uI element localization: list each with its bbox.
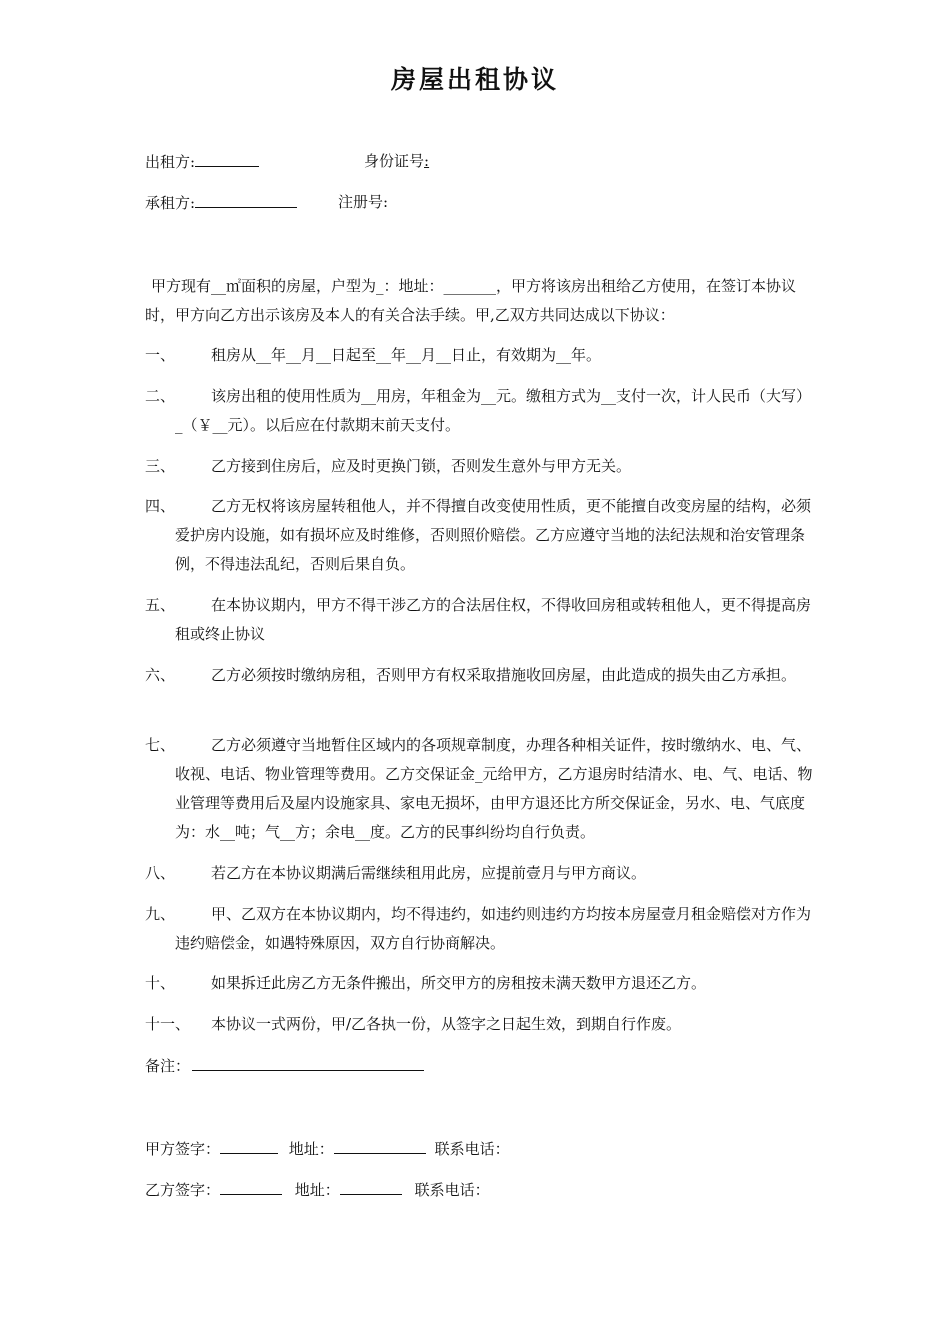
lessee-label: 承租方: [145, 194, 196, 212]
clause-6 [145, 661, 813, 690]
party-b-signature-blank [220, 1179, 282, 1195]
party-b-address-blank [340, 1179, 402, 1195]
clause-7 [145, 731, 813, 847]
clause-5 [145, 591, 813, 649]
clause-text: 乙方无权将该房屋转租他人，并不得擅自改变使用性质，更不能擅自改变房屋的结构，必须爱护房内设施，如有损坏应及时维修，否则照价赔偿。乙方应遵守当地的法纪法规和治安管理条例，不得违法乱纪，否则后果自负。 [175, 497, 812, 573]
lessor-id-colon: : [424, 152, 430, 170]
lessor-name-blank [195, 151, 259, 167]
lessee-reg-row [338, 192, 388, 212]
clause-number: 十一、 [145, 1015, 191, 1033]
party-a-phone-label: 联系电话： [434, 1140, 510, 1158]
clause-text: 乙方必须遵守当地暂住区域内的各项规章制度，办理各种相关证件，按时缴纳水、电、气、收视、电话、物业管理等费用。乙方交保证金_元给甲方，乙方退房时结清水、电、气、电话、物业管理等费用后及屋内设施家具、家电无损坏，由甲方退还比方所交保证金，另水、电、气底度为：水__吨；气__方；余电__度。乙方的民事纠纷均自行负责。 [175, 736, 813, 841]
clause-text: 乙方必须按时缴纳房租，否则甲方有权采取措施收回房屋，由此造成的损失由乙方承担。 [211, 666, 797, 684]
party-b-phone-label: 联系电话： [414, 1181, 490, 1199]
clause-4 [145, 492, 813, 579]
lessee-reg-label: 注册号: [338, 193, 389, 211]
clause-number: 四、 [145, 497, 176, 515]
remarks-row [145, 1055, 424, 1076]
clause-number: 十、 [145, 974, 176, 992]
clause-text: 本协议一式两份，甲/乙各执一份，从签字之日起生效，到期自行作废。 [211, 1015, 682, 1033]
clause-number: 二、 [145, 387, 176, 405]
party-a-address-label: 地址： [288, 1140, 334, 1158]
clause-number: 五、 [145, 596, 176, 614]
clause-text: 乙方接到住房后，应及时更换门锁，否则发生意外与甲方无关。 [211, 457, 632, 475]
remarks-blank [192, 1055, 424, 1071]
clause-1 [145, 341, 813, 370]
clause-text: 如果拆迁此房乙方无条件搬出，所交甲方的房租按未满天数甲方退还乙方。 [211, 974, 707, 992]
lessee-row [145, 192, 297, 213]
lessor-id-row [364, 151, 429, 171]
lessor-row [145, 151, 259, 172]
clause-text: 甲、乙双方在本协议期内，均不得违约，如违约则违约方均按本房屋壹月租金赔偿对方作为违约赔偿金，如遇特殊原因，双方自行协商解决。 [175, 905, 812, 952]
clause-text: 若乙方在本协议期满后需继续租用此房，应提前壹月与甲方商议。 [211, 864, 647, 882]
party-a-address-blank [334, 1138, 426, 1154]
lessee-name-blank [195, 192, 297, 208]
clause-9 [145, 900, 813, 958]
clause-text: 该房出租的使用性质为__用房，年租金为__元。缴租方式为__支付一次，计人民币（大写）_（￥__元）。以后应在付款期末前天支付。 [175, 387, 812, 434]
party-b-signature-label: 乙方签字： [145, 1181, 221, 1199]
clause-3 [145, 452, 813, 481]
party-a-signature-row [145, 1138, 510, 1159]
lessor-id-label: 身份证号 [364, 152, 425, 170]
clause-number: 一、 [145, 346, 176, 364]
clause-10 [145, 969, 813, 998]
clause-2 [145, 382, 813, 440]
lessor-label: 出租方: [145, 153, 196, 171]
clause-text: 在本协议期内，甲方不得干涉乙方的合法居住权，不得收回房租或转租他人，更不得提高房租或终止协议 [175, 596, 812, 643]
document-title: 房屋出租协议 [390, 65, 559, 94]
clause-number: 六、 [145, 666, 176, 684]
remarks-label: 备注： [145, 1057, 191, 1075]
clause-number: 九、 [145, 905, 176, 923]
clause-number: 七、 [145, 736, 176, 754]
party-a-signature-blank [220, 1138, 278, 1154]
clause-11 [145, 1010, 813, 1039]
party-b-address-label: 地址： [294, 1181, 340, 1199]
intro-paragraph: 甲方现有__㎡面积的房屋，户型为_：地址：_______，甲方将该房出租给乙方使用，在签订本协议时，甲方向乙方出示该房及本人的有关合法手续。甲,乙双方共同达成以下协议： [145, 277, 797, 324]
clause-number: 八、 [145, 864, 176, 882]
party-a-signature-label: 甲方签字： [145, 1140, 221, 1158]
clause-text: 租房从__年__月__日起至__年__月__日止，有效期为__年。 [211, 346, 602, 364]
party-b-signature-row [145, 1179, 490, 1200]
clause-8 [145, 859, 813, 888]
clause-number: 三、 [145, 457, 176, 475]
